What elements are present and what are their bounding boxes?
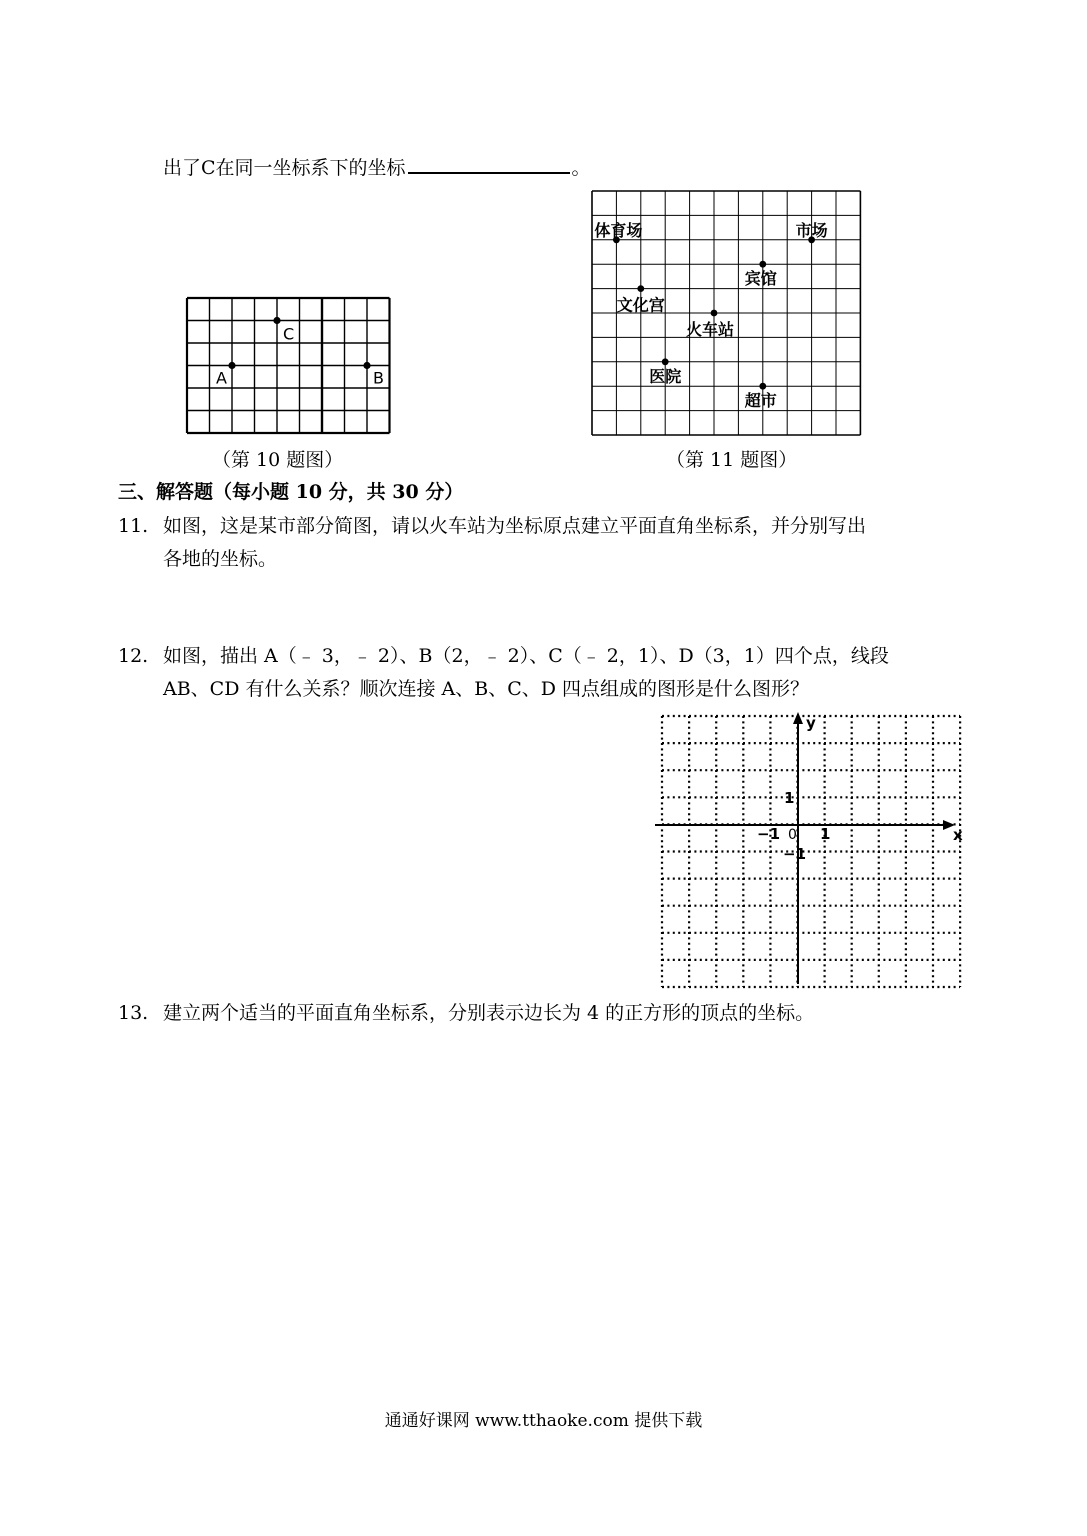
- q10-tail-line: [163, 152, 591, 184]
- point-c: [273, 317, 280, 324]
- q12-line-2: AB、CD 有什么关系？顺次连接 A、B、C、D 四点组成的图形是什么图形？: [163, 678, 810, 700]
- q11-number: 11.: [118, 515, 149, 537]
- y-tick-label-negative: −1: [783, 845, 807, 863]
- figure-11-caption: （第 11 题图）: [666, 449, 798, 471]
- q11-line-2: 各地的坐标。: [163, 548, 278, 570]
- q11-line-1: 如图，这是某市部分简图，请以火车站为坐标原点建立平面直角坐标系，并分别写出: [163, 515, 867, 537]
- point-label-a: A: [216, 368, 227, 388]
- place-label-5: 医院: [649, 366, 682, 386]
- figure-12-coordinate-plane: [655, 708, 975, 993]
- x-axis-label: x: [953, 826, 963, 844]
- point-label-b: B: [373, 368, 384, 388]
- place-dot-2: [759, 261, 766, 268]
- q10-answer-blank[interactable]: [408, 154, 570, 174]
- place-label-1: 市场: [795, 220, 828, 240]
- section-3-heading: 三、解答题（每小题 10 分，共 30 分）: [118, 481, 464, 503]
- x-tick-label-positive: 1: [820, 825, 831, 843]
- footer-text: 通通好课网 www.tthaoke.com 提供下载: [384, 1411, 703, 1431]
- q12-number: 12.: [118, 645, 149, 667]
- point-label-c: C: [283, 324, 295, 344]
- figure-11-map: [585, 185, 870, 441]
- place-label-3: 文化宫: [616, 295, 665, 315]
- place-dot-5: [662, 358, 669, 365]
- figure-10-grid: [180, 290, 396, 442]
- origin-label: 0: [788, 827, 797, 843]
- dotted-grid: [662, 716, 960, 987]
- place-label-4: 火车站: [686, 320, 735, 339]
- place-label-0: 体育场: [594, 220, 643, 240]
- q13-text: 建立两个适当的平面直角坐标系，分别表示边长为 4 的正方形的顶点的坐标。: [163, 1002, 815, 1024]
- place-label-6: 超市: [744, 391, 777, 411]
- point-a: [228, 362, 235, 369]
- q12-line-1: 如图，描出 A（﹣ 3，﹣ 2）、B（2，﹣ 2）、C（﹣ 2，1）、D（3，1）四个点，线段: [163, 645, 889, 667]
- y-axis-label: y: [806, 714, 816, 732]
- q10-tail-end: 。: [571, 157, 591, 179]
- x-tick-label-negative: −1: [757, 825, 781, 843]
- q13-number: 13.: [118, 1002, 149, 1024]
- place-dot-6: [759, 383, 766, 390]
- place-label-2: 宾馆: [744, 269, 777, 289]
- point-b: [363, 362, 370, 369]
- y-tick-label-positive: 1: [784, 789, 795, 807]
- place-dot-3: [637, 285, 644, 292]
- figure-10-caption: （第 10 题图）: [212, 449, 344, 471]
- place-dot-4: [711, 310, 718, 317]
- q10-tail-text: 出了C在同一坐标系下的坐标: [163, 157, 406, 179]
- y-axis-arrow-icon: [793, 712, 803, 724]
